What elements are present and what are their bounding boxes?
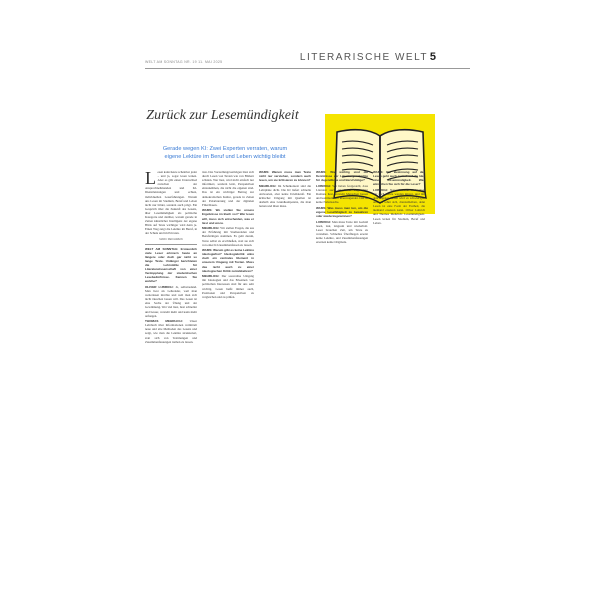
article-column-4	[316, 170, 368, 510]
article-column-1	[145, 170, 197, 510]
page-number: 5	[429, 51, 436, 63]
question-1: WELT AM SONNTAG: Erstaunlich viele Leser erinnern heute an längere oder doch gar nicht so lange Texte. Unlängst berichteten die Lehrstühle für Literaturwissenschaft von einer Verdopplung der studentischen Lesebedürfnisse. Kennen Sie welche?	[145, 246, 197, 284]
article-column-5	[373, 170, 425, 510]
speaker-label: LUBRICH:	[373, 187, 388, 192]
article-column-2	[202, 170, 254, 510]
intro-text: esen kann heute scheinbar jeder – und ja, sogar lesen lernen. Aber es gibt einen Unterschied zwischen der Ansprechnehmenden und KI-Dienstleistungen und echten, individuellen Leserfahrungen. Warum uns Lesen im Studium, Beruf und Leben nicht nur bildet, sondern auch prägt. Ein Gespräch über die Zukunft des Lesens, über Lesemündigkeit als politische Kategorie und darüber, warum gerade in Zeiten künstlicher Intelligenz der eigene Blick auf Texte wichtiger wird denn je. Einen Weg zeigt die Lektüre im Beruf, in der Schule und im Privaten.	[145, 170, 197, 236]
article-title: Zurück zur Lesemündigkeit	[146, 108, 299, 123]
question-5: WAMS: Warum muss man Texte nicht nur verstehen, sondern auch lesen, um sie kritisieren zu können?	[259, 170, 311, 183]
answer-1: Ja, selbstredend. Man liest als Lehrender, weil man weiterlesen möchte und weil man sich nicht täuschen lassen will. Das Lesen ist eine Sache der Übung und der Gewöhnung. Wer viel liest, liest schneller und besser, versteht mehr und kann mehr anfangen.	[145, 284, 197, 318]
answer-6: Wir haben festgestellt, dass Literatur auch im Beruf trägt. Wer Romane liest, versteht Menschen besser und kommuniziert überzeugender. Das ist keine Nebensache.	[316, 183, 368, 205]
speaker-label: MEHRLICH:	[202, 226, 220, 231]
question-4: WAMS: Warum gibt es keine Lektüre ideologiefrei? Ideologiekritik wäre doch ein zentrales Element in unserem Umgang mit Texten. Muss das nicht auch zu einer ideologischen Kritik zurückkehren?	[202, 248, 254, 273]
question-7: WAMS: Was muss man tun, um die eigene Lesefähigkeit zu bewahren oder wiederzugewinnen?	[316, 205, 368, 218]
byline: MARC REICHWEIN	[159, 237, 183, 241]
column-divider	[145, 244, 197, 245]
speaker-label: LUBRICH:	[316, 219, 331, 224]
header-rule	[145, 68, 470, 69]
column-2-text: tion. Das Vorstellungsvermögen lässt sich durch Lesen von Texten wie von Bildern schulen. Wer liest, wird nicht einfach nur informiert, sondern lernt, Perspektiven einzunehmen, die nicht die eigenen sind. Das ist ein wichtiger Beitrag zur demokratischen Kultur, gerade in Zeiten der Polarisierung und der digitalen Filterblasen.	[202, 170, 254, 207]
answer-7: Man muss Texte mit Geduld lesen, laut, langsam und wiederholt. Leser brauchen Zeit, um Texte zu verstehen. Schnelles Überfliegen ersetzt keine Lektüre, und Zusammenfassungen ersetzen keine Originale.	[316, 219, 368, 244]
speaker-label: MEHRLICH:	[259, 183, 277, 188]
speaker-label: LUBRICH:	[316, 183, 331, 188]
article-column-3	[259, 170, 311, 510]
answer-5: Im Schulkontext sind die Lehrpläne dicht. Die KI liefert schnelle Antworten, aber keine Urteilskraft. Ein kritischer Umgang mit Quellen ist deshalb eine Grundkompetenz, die man lernen und üben muss.	[259, 183, 311, 209]
answer-4: Der souveräne Umgang mit Ideologien und das Erkennen von politischen Interessen sind für uns sehr wichtig. Lesen heißt immer auch, Positionen und Perspektiven zu vergleichen und zu prüfen.	[202, 274, 254, 299]
speaker-label: OLIVER LUBRICH:	[145, 284, 174, 289]
speaker-label: THOMAS MEHRLICH:	[145, 319, 183, 324]
dropcap: L	[145, 170, 156, 188]
question-6: WAMS: Wie wichtig sind die Kenntnisse der Literaturgeschichte für Jugendliche und Berufstätige?	[316, 170, 368, 183]
answer-8: Neue Tendenz beobachten wir auch. Texte werden kürzer, und mit dem eigenen Lesen wird es schwieriger. Aber es lohnt sich, dranzubleiben, denn Lesen ist eine Form der Freiheit, die niemand ersetzen kann. Oliver Lubrich und Thomas Mehrlich: Lesemündigkeit. Lesen lernen für Studium, Beruf und Leben.	[373, 187, 425, 225]
question-3: WAMS: Wo stellen Sie unsere Ergebnisse im Buch vor? Wer lesen will, muss sich entscheiden, was er liest und wozu.	[202, 208, 254, 225]
answer-3: Wir stellen Fragen, die aus der Erfahrung mit Studierenden und Berufstätigen stammen. Es geht darum, Texte selbst zu erschließen, statt sie sich von einer KI zusammenfassen zu lassen.	[202, 226, 254, 247]
section-title: LITERARISCHE WELT	[299, 52, 428, 63]
issue-meta: WELT AM SONNTAG NR. 19 11. MAI 2025	[145, 60, 223, 64]
question-8: WAMS: Die Besinnung auf das Lesen geht auch zurück auf die Idee einer Lesemündigkeit. Was wünschen Sie sich für die Leser?	[373, 170, 425, 187]
answer-2: Unser Lehrbuch über Informationen vermittelt neue und alte Methoden des Lesens und zeigt, wie man die Lektüre strukturiert, statt sich von Textmengen und Zusammenfassungen treiben zu lassen.	[145, 319, 197, 344]
speaker-label: MEHRLICH:	[202, 274, 220, 279]
newspaper-page	[145, 52, 470, 592]
article-subtitle: Gerade wegen KI: Zwei Experten verraten, warum eigene Lektüre im Beruf und Leben wichtig bleibt	[162, 146, 288, 160]
article-header	[145, 94, 300, 166]
